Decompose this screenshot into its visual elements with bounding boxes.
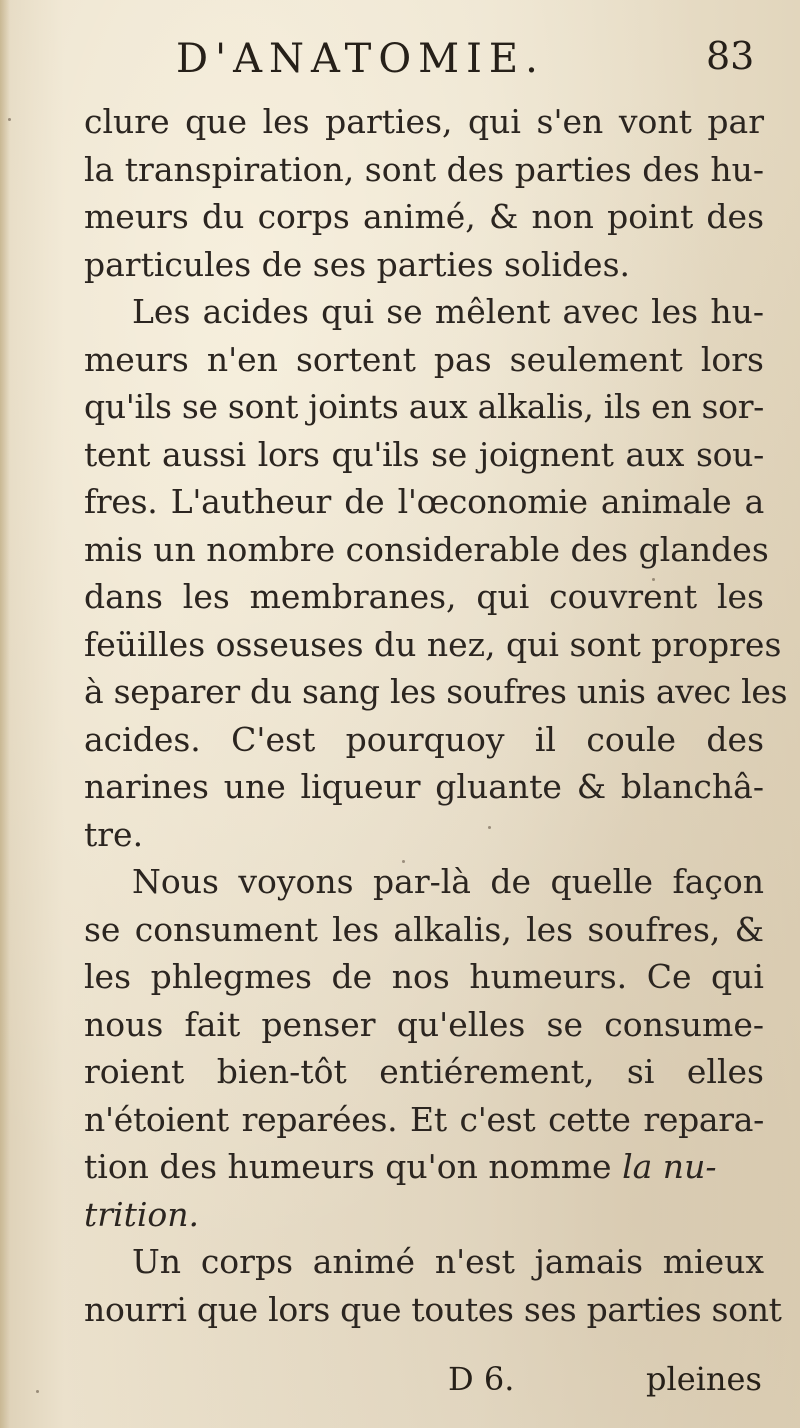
page-footer: [0, 1360, 800, 1410]
paper-speck: [8, 118, 11, 121]
page-number: 83: [706, 34, 755, 78]
paper-speck: [488, 826, 491, 829]
text-line: tre.: [84, 814, 144, 854]
text-line: meurs n'en sortent pas seulement lors: [84, 339, 764, 379]
text-line: meurs du corps animé, & non point des: [84, 197, 764, 236]
page-header: [0, 28, 800, 88]
text-line: dans les membranes, qui couvrent les: [84, 577, 764, 616]
italic-term: trition.: [84, 1194, 200, 1234]
text-line: la transpiration, sont des parties des hu-: [84, 149, 764, 189]
text-line: roient bien-tôt entiérement, si elles: [84, 1052, 764, 1091]
text-line: tent aussi lors qu'ils se joignent aux sou-: [84, 434, 764, 474]
text-line: clure que les parties, qui s'en vont par: [84, 102, 764, 141]
text-line: [84, 1143, 764, 1191]
page-gutter-shadow: [0, 0, 10, 1428]
text-line: Les acides qui se mêlent avec les hu-: [132, 292, 764, 331]
text-line: nous fait penser qu'elles se consume-: [84, 1004, 764, 1044]
paper-speck: [402, 860, 405, 863]
text-segment: tion des humeurs qu'on nomme: [84, 1147, 612, 1186]
text-line: feüilles osseuses du nez, qui sont propres: [84, 624, 782, 664]
text-line: narines une liqueur gluante & blanchâ-: [84, 767, 764, 806]
paper-speck: [36, 1390, 39, 1393]
text-line: Un corps animé n'est jamais mieux: [132, 1242, 764, 1281]
text-line: mis un nombre considerable des glandes: [84, 529, 769, 569]
italic-term: la nu-: [622, 1147, 717, 1186]
text-line: Nous voyons par-là de quelle façon: [132, 862, 764, 901]
text-line: [84, 1191, 764, 1239]
text-line: n'étoient reparées. Et c'est cette repara-: [84, 1099, 764, 1139]
text-line: à separer du sang les soufres unis avec les: [84, 672, 788, 711]
paper-speck: [652, 578, 655, 581]
text-line: particules de ses parties solides.: [84, 244, 630, 284]
text-line: fres. L'autheur de l'œconomie animale a: [84, 482, 764, 521]
text-line: acides. C'est pourquoy il coule des: [84, 719, 764, 759]
text-line: qu'ils se sont joints aux alkalis, ils en sor-: [84, 387, 765, 426]
text-line: nourri que lors que toutes ses parties sont: [84, 1289, 782, 1329]
text-line: se consument les alkalis, les soufres, &: [84, 909, 764, 949]
catchword: pleines: [646, 1360, 762, 1398]
signature-mark: D 6.: [448, 1360, 515, 1398]
text-line: les phlegmes de nos humeurs. Ce qui: [84, 957, 764, 996]
body-text: [84, 98, 788, 1333]
running-title: D'ANATOMIE.: [176, 36, 545, 82]
